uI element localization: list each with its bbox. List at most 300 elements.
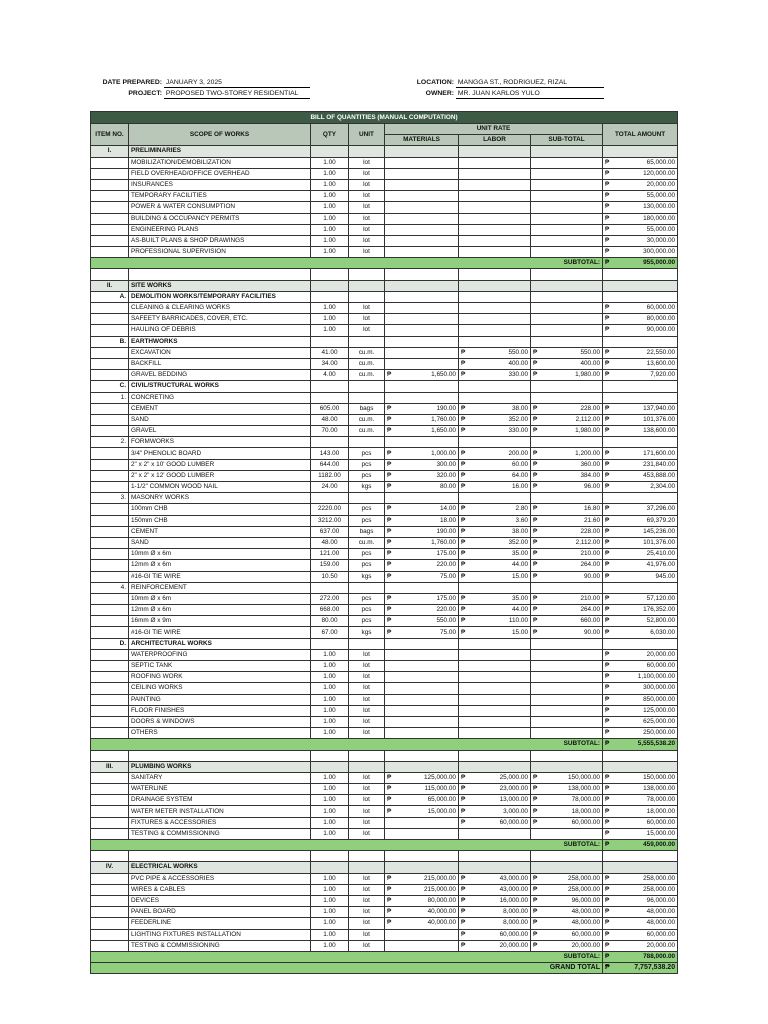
materials-rate <box>385 605 459 616</box>
materials-rate <box>385 817 459 828</box>
peso-sign: ₱ <box>533 930 538 938</box>
materials-rate <box>385 940 459 951</box>
total-amount <box>603 593 678 604</box>
labor-rate <box>459 817 531 828</box>
qty: 1.00 <box>311 683 349 694</box>
materials-rate <box>385 414 459 425</box>
unit: lot <box>349 213 385 224</box>
grand-total-label: GRAND TOTAL <box>91 963 603 974</box>
item-number <box>91 694 129 705</box>
empty-cell <box>91 269 129 280</box>
labor-rate <box>459 549 531 560</box>
materials-rate-value: 190.00 <box>436 527 456 535</box>
labor-rate-value: 15.00 <box>512 572 528 580</box>
scope-of-work: POWER & WATER CONSUMPTION <box>129 202 311 213</box>
item-number: C. <box>91 381 129 392</box>
peso-sign: ₱ <box>605 572 610 580</box>
item-number <box>91 828 129 839</box>
spacer-row <box>91 750 678 761</box>
peso-sign: ₱ <box>605 505 610 513</box>
peso-sign: ₱ <box>605 315 610 323</box>
total-amount <box>603 694 678 705</box>
empty-cell <box>385 291 459 302</box>
total-amount <box>603 202 678 213</box>
total-amount-value: 30,000.00 <box>646 236 676 244</box>
subtotal-amount <box>603 840 678 851</box>
subtotal-rate <box>531 426 603 437</box>
labor-rate-value: 38.00 <box>512 404 528 412</box>
item-number <box>91 303 129 314</box>
subtotal-rate <box>531 213 603 224</box>
item-number <box>91 560 129 571</box>
peso-sign: ₱ <box>461 572 466 580</box>
project-label: PROJECT: <box>128 90 162 97</box>
peso-sign: ₱ <box>533 360 538 368</box>
labor-rate <box>459 929 531 940</box>
peso-sign: ₱ <box>461 483 466 491</box>
labor-rate <box>459 459 531 470</box>
table-row <box>91 940 678 951</box>
labor-rate-value: 35.00 <box>512 550 528 558</box>
qty: 34.00 <box>311 358 349 369</box>
total-amount <box>603 179 678 190</box>
labor-rate-value: 23,000.00 <box>499 785 528 793</box>
scope-of-work: SAFEETY BARRICADES, COVER, ETC. <box>129 314 311 325</box>
materials-rate <box>385 772 459 783</box>
empty-cell <box>603 851 678 862</box>
labor-rate <box>459 470 531 481</box>
empty-cell <box>603 750 678 761</box>
total-amount <box>603 817 678 828</box>
item-number <box>91 593 129 604</box>
materials-rate-value: 220.00 <box>436 561 456 569</box>
table-row <box>91 571 678 582</box>
col-materials: MATERIALS <box>385 135 459 146</box>
total-amount <box>603 940 678 951</box>
table-row <box>91 873 678 884</box>
empty-cell <box>311 269 349 280</box>
materials-rate <box>385 448 459 459</box>
item-number: 4. <box>91 582 129 593</box>
subtotal-row <box>91 951 678 962</box>
labor-rate-value: 44.00 <box>512 561 528 569</box>
peso-sign: ₱ <box>461 818 466 826</box>
subtotal-rate <box>531 616 603 627</box>
materials-rate-value: 1,650.00 <box>431 371 456 379</box>
peso-sign: ₱ <box>605 606 610 614</box>
labor-rate-value: 330.00 <box>508 427 528 435</box>
subtotal-rate <box>531 694 603 705</box>
item-number <box>91 448 129 459</box>
peso-sign: ₱ <box>387 606 392 614</box>
peso-sign: ₱ <box>461 505 466 513</box>
table-row <box>91 616 678 627</box>
peso-sign: ₱ <box>533 404 538 412</box>
labor-rate-value: 43,000.00 <box>499 874 528 882</box>
empty-cell <box>349 291 385 302</box>
item-number <box>91 549 129 560</box>
item-number <box>91 482 129 493</box>
peso-sign: ₱ <box>533 785 538 793</box>
table-row <box>91 884 678 895</box>
peso-sign: ₱ <box>533 527 538 535</box>
empty-cell <box>603 269 678 280</box>
peso-sign: ₱ <box>533 919 538 927</box>
total-amount <box>603 895 678 906</box>
item-number <box>91 157 129 168</box>
item-number <box>91 168 129 179</box>
unit: lot <box>349 179 385 190</box>
scope-of-work: 12mm Ø x 6m <box>129 605 311 616</box>
subtotal-rate <box>531 448 603 459</box>
qty: 1.00 <box>311 672 349 683</box>
peso-sign: ₱ <box>605 214 610 222</box>
total-amount-value: 125,000.00 <box>643 706 676 714</box>
total-amount-value: 1,100,000.00 <box>637 673 676 681</box>
scope-of-work: 3/4" PHENOLIC BOARD <box>129 448 311 459</box>
qty: 70.00 <box>311 426 349 437</box>
materials-rate-value: 75.00 <box>440 628 456 636</box>
labor-rate <box>459 537 531 548</box>
scope-heading: CONCRETING <box>129 392 311 403</box>
empty-cell <box>385 269 459 280</box>
total-amount <box>603 403 678 414</box>
labor-rate-value: 8,000.00 <box>503 919 528 927</box>
qty: 143.00 <box>311 448 349 459</box>
materials-rate-value: 1,760.00 <box>431 539 456 547</box>
materials-rate <box>385 515 459 526</box>
materials-rate-value: 80,000.00 <box>427 897 456 905</box>
empty-cell <box>603 146 678 157</box>
table-row <box>91 907 678 918</box>
empty-cell <box>531 437 603 448</box>
subtotal-rate <box>531 482 603 493</box>
table-row <box>91 482 678 493</box>
labor-rate <box>459 179 531 190</box>
total-amount-value: 22,550.00 <box>646 348 676 356</box>
empty-cell <box>311 851 349 862</box>
unit: pcs <box>349 504 385 515</box>
subtotal-rate <box>531 168 603 179</box>
table-row <box>91 705 678 716</box>
scope-of-work: 2" x 2" x 12' GOOD LUMBER <box>129 470 311 481</box>
total-amount-value: 453,888.00 <box>643 471 676 479</box>
total-amount-value: 69,379.20 <box>646 516 676 524</box>
materials-rate-value: 1,760.00 <box>431 415 456 423</box>
table-row <box>91 661 678 672</box>
materials-rate-value: 75.00 <box>440 572 456 580</box>
subtotal-rate-value: 550.00 <box>580 348 600 356</box>
scope-of-work: AS-BUILT PLANS & SHOP DRAWINGS <box>129 235 311 246</box>
materials-rate <box>385 179 459 190</box>
total-amount <box>603 549 678 560</box>
item-number <box>91 672 129 683</box>
empty-cell <box>603 392 678 403</box>
peso-sign: ₱ <box>605 650 610 658</box>
labor-rate-value: 330.00 <box>508 371 528 379</box>
subtotal-rate <box>531 884 603 895</box>
item-number <box>91 627 129 638</box>
peso-sign: ₱ <box>605 964 610 972</box>
scope-of-work: PROFESSIONAL SUPERVISION <box>129 247 311 258</box>
subtotal-rate-value: 60,000.00 <box>571 818 600 826</box>
subtotal-rate-value: 360.00 <box>580 460 600 468</box>
scope-of-work: TESTING & COMMISSIONING <box>129 940 311 951</box>
labor-rate <box>459 426 531 437</box>
subtotal-rate <box>531 314 603 325</box>
labor-rate-value: 35.00 <box>512 594 528 602</box>
labor-rate <box>459 661 531 672</box>
table-row <box>91 806 678 817</box>
total-amount <box>603 728 678 739</box>
total-amount-value: 20,000.00 <box>646 181 676 189</box>
total-amount <box>603 929 678 940</box>
empty-cell <box>311 638 349 649</box>
item-number <box>91 179 129 190</box>
peso-sign: ₱ <box>461 539 466 547</box>
subtotal-rate <box>531 895 603 906</box>
labor-rate <box>459 593 531 604</box>
unit: lot <box>349 303 385 314</box>
table-row <box>91 683 678 694</box>
qty: 1.00 <box>311 325 349 336</box>
peso-sign: ₱ <box>461 785 466 793</box>
peso-sign: ₱ <box>605 561 610 569</box>
materials-rate <box>385 694 459 705</box>
materials-rate <box>385 884 459 895</box>
item-number <box>91 907 129 918</box>
subtotal-rate <box>531 370 603 381</box>
materials-rate <box>385 347 459 358</box>
peso-sign: ₱ <box>387 561 392 569</box>
subtotal-rate <box>531 358 603 369</box>
scope-heading: EARTHWORKS <box>129 336 311 347</box>
labor-rate <box>459 347 531 358</box>
table-row <box>91 168 678 179</box>
labor-rate <box>459 895 531 906</box>
total-amount <box>603 325 678 336</box>
total-amount <box>603 370 678 381</box>
peso-sign: ₱ <box>533 908 538 916</box>
materials-rate <box>385 403 459 414</box>
empty-cell <box>531 392 603 403</box>
subtotal-rate-value: 150,000.00 <box>568 773 600 781</box>
total-amount-value: 2,304.00 <box>650 483 676 491</box>
subtotal-rate <box>531 247 603 258</box>
item-number: D. <box>91 638 129 649</box>
materials-rate <box>385 537 459 548</box>
unit: lot <box>349 661 385 672</box>
total-amount-value: 130,000.00 <box>643 203 676 211</box>
total-amount-value: 65,000.00 <box>646 158 676 166</box>
peso-sign: ₱ <box>387 773 392 781</box>
total-amount-value: 300,000.00 <box>643 684 676 692</box>
table-row <box>91 470 678 481</box>
scope-of-work: WATERLINE <box>129 784 311 795</box>
materials-rate <box>385 504 459 515</box>
peso-sign: ₱ <box>461 919 466 927</box>
unit: lot <box>349 884 385 895</box>
empty-cell <box>603 761 678 772</box>
unit: lot <box>349 918 385 929</box>
peso-sign: ₱ <box>461 360 466 368</box>
unit: pcs <box>349 448 385 459</box>
subtotal-rate <box>531 716 603 727</box>
table-row <box>91 202 678 213</box>
qty: 1.00 <box>311 224 349 235</box>
scope-of-work: #16-GI TIE WIRE <box>129 627 311 638</box>
peso-sign: ₱ <box>605 773 610 781</box>
peso-sign: ₱ <box>605 203 610 211</box>
total-amount-value: 13,600.00 <box>646 360 676 368</box>
item-number: I. <box>91 146 129 157</box>
qty: 1.00 <box>311 168 349 179</box>
empty-cell <box>129 851 311 862</box>
scope-heading: CIVIL/STRUCTURAL WORKS <box>129 381 311 392</box>
scope-of-work: FIXTURES & ACCESSORIES <box>129 817 311 828</box>
subtotal-rate <box>531 940 603 951</box>
peso-sign: ₱ <box>605 695 610 703</box>
unit: lot <box>349 672 385 683</box>
scope-of-work: CLEANING & CLEARING WORKS <box>129 303 311 314</box>
unit: lot <box>349 224 385 235</box>
location-row <box>400 78 604 88</box>
owner-label: OWNER: <box>425 90 454 97</box>
peso-sign: ₱ <box>605 897 610 905</box>
peso-sign: ₱ <box>605 516 610 524</box>
labor-rate-value: 60,000.00 <box>499 930 528 938</box>
peso-sign: ₱ <box>605 192 610 200</box>
empty-cell <box>349 750 385 761</box>
total-amount-value: 25,410.00 <box>646 550 676 558</box>
empty-cell <box>349 146 385 157</box>
total-amount <box>603 426 678 437</box>
materials-rate <box>385 806 459 817</box>
subtotal-rate-value: 400.00 <box>580 360 600 368</box>
subtotal-rate-value: 96,000.00 <box>571 897 600 905</box>
peso-sign: ₱ <box>461 594 466 602</box>
qty: 1.00 <box>311 716 349 727</box>
total-amount <box>603 828 678 839</box>
unit: lot <box>349 940 385 951</box>
unit: pcs <box>349 459 385 470</box>
labor-rate <box>459 414 531 425</box>
empty-cell <box>531 638 603 649</box>
peso-sign: ₱ <box>533 897 538 905</box>
table-row <box>91 347 678 358</box>
labor-rate-value: 20,000.00 <box>499 941 528 949</box>
peso-sign: ₱ <box>605 885 610 893</box>
subtotal-rate-value: 258,000.00 <box>568 874 600 882</box>
table-body <box>91 146 678 974</box>
peso-sign: ₱ <box>387 527 392 535</box>
materials-rate-value: 125,000.00 <box>424 773 456 781</box>
scope-of-work: OTHERS <box>129 728 311 739</box>
subtotal-rate <box>531 560 603 571</box>
total-amount <box>603 672 678 683</box>
empty-cell <box>531 750 603 761</box>
empty-cell <box>385 638 459 649</box>
total-amount <box>603 247 678 258</box>
empty-cell <box>311 392 349 403</box>
peso-sign: ₱ <box>387 449 392 457</box>
peso-sign: ₱ <box>605 427 610 435</box>
total-amount <box>603 347 678 358</box>
table-row <box>91 515 678 526</box>
subtotal-rate-value: 1,980.00 <box>575 427 600 435</box>
materials-rate <box>385 918 459 929</box>
empty-cell <box>349 582 385 593</box>
peso-sign: ₱ <box>605 785 610 793</box>
total-amount <box>603 537 678 548</box>
total-amount <box>603 705 678 716</box>
peso-sign: ₱ <box>461 550 466 558</box>
subtotal-rate <box>531 537 603 548</box>
labor-rate-value: 43,000.00 <box>499 885 528 893</box>
item-number <box>91 235 129 246</box>
item-number <box>91 605 129 616</box>
total-amount-value: 231,840.00 <box>643 460 676 468</box>
labor-rate-value: 110.00 <box>508 617 528 625</box>
unit: lot <box>349 168 385 179</box>
item-number <box>91 414 129 425</box>
empty-cell <box>349 381 385 392</box>
scope-of-work: FEEDERLINE <box>129 918 311 929</box>
location-value: MANGGA ST., RODRIGUEZ, RIZAL <box>456 78 604 88</box>
peso-sign: ₱ <box>533 505 538 513</box>
materials-rate-value: 220.00 <box>436 606 456 614</box>
materials-rate <box>385 482 459 493</box>
empty-cell <box>311 493 349 504</box>
peso-sign: ₱ <box>387 505 392 513</box>
empty-cell <box>603 493 678 504</box>
total-amount-value: 300,000.00 <box>643 248 676 256</box>
unit: lot <box>349 157 385 168</box>
peso-sign: ₱ <box>605 169 610 177</box>
scope-of-work: 10mm Ø x 6m <box>129 549 311 560</box>
materials-rate <box>385 795 459 806</box>
total-amount <box>603 683 678 694</box>
materials-rate <box>385 314 459 325</box>
peso-sign: ₱ <box>387 908 392 916</box>
total-amount <box>603 616 678 627</box>
unit: lot <box>349 929 385 940</box>
total-amount-value: 60,000.00 <box>646 304 676 312</box>
peso-sign: ₱ <box>605 919 610 927</box>
peso-sign: ₱ <box>605 706 610 714</box>
empty-cell <box>459 146 531 157</box>
labor-rate <box>459 515 531 526</box>
table-row <box>91 716 678 727</box>
scope-of-work: MOBILIZATION/DEMOBILIZATION <box>129 157 311 168</box>
materials-rate <box>385 157 459 168</box>
item-number <box>91 806 129 817</box>
total-amount-value: 6,030.00 <box>650 628 676 636</box>
qty: 1.00 <box>311 303 349 314</box>
empty-cell <box>531 761 603 772</box>
table-row <box>91 694 678 705</box>
subtotal-rate-value: 264.00 <box>580 561 600 569</box>
peso-sign: ₱ <box>461 449 466 457</box>
table-row <box>91 213 678 224</box>
empty-cell <box>129 269 311 280</box>
labor-rate <box>459 157 531 168</box>
total-amount-value: 101,376.00 <box>643 539 676 547</box>
subtotal-rate <box>531 303 603 314</box>
empty-cell <box>385 381 459 392</box>
empty-cell <box>531 493 603 504</box>
empty-cell <box>531 862 603 873</box>
